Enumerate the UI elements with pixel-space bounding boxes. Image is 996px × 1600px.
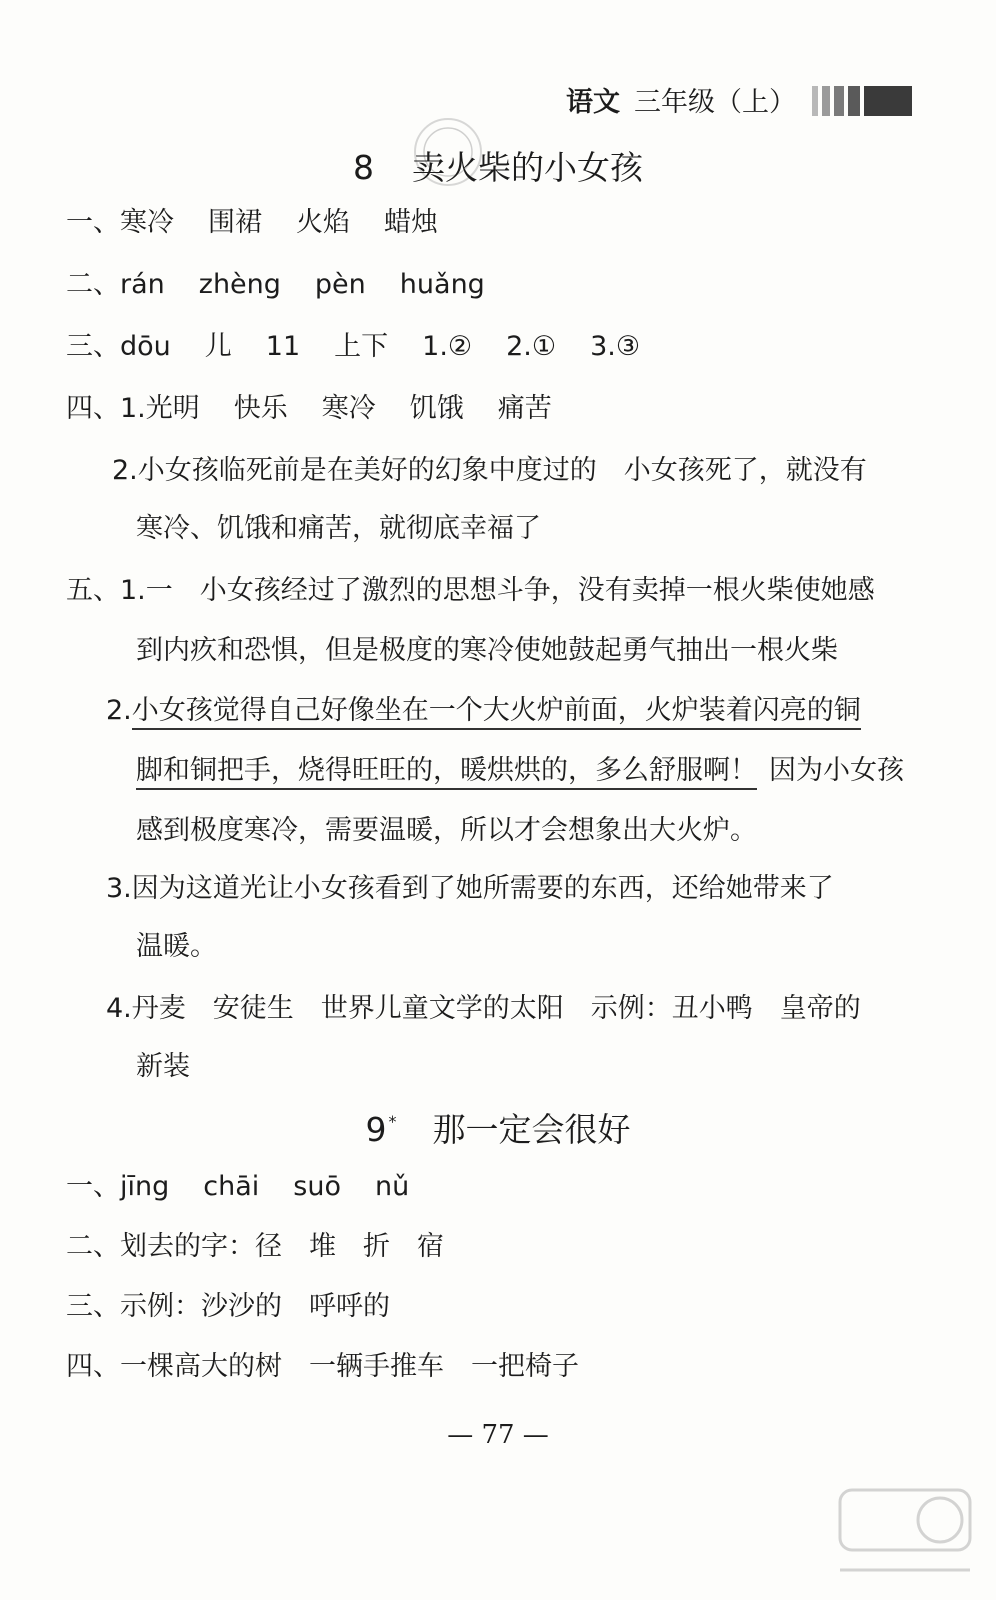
l8-q2 xyxy=(66,262,485,301)
l8-q4-label: 四、 xyxy=(66,393,120,424)
l9-q4 xyxy=(66,1344,579,1383)
l9-q2-label: 二、 xyxy=(66,1231,120,1262)
page-header xyxy=(0,78,996,118)
l8-q4-item: 痛苦 xyxy=(497,393,552,424)
lesson9-star: * xyxy=(388,1112,397,1131)
l8-q5-p4-line1: 4.丹麦 安徒生 世界儿童文学的太阳 示例：丑小鸭 皇帝的 xyxy=(106,993,861,1024)
lesson9-title-text: 那一定会很好 xyxy=(432,1110,631,1149)
lesson8-title xyxy=(0,142,996,189)
l8-q5-p2-line1 xyxy=(106,688,861,727)
l8-q2-item: zhèng xyxy=(198,269,281,300)
l9-q1-item: jīng xyxy=(120,1171,170,1202)
l8-q5-p2-underlined: 小女孩觉得自己好像坐在一个大火炉前面，火炉装着闪亮的铜 xyxy=(132,695,861,730)
lesson8-number: 8 xyxy=(353,148,374,187)
l8-q4-p2-line1: 2.小女孩临死前是在美好的幻象中度过的 小女孩死了，就没有 xyxy=(112,455,867,486)
l8-q3-item: 上下 xyxy=(334,331,389,362)
l8-q1-item: 寒冷 xyxy=(120,207,174,238)
l8-q4-item: 快乐 xyxy=(233,393,288,424)
l8-q4-line1 xyxy=(66,386,552,425)
l8-q5-p2-num: 2. xyxy=(106,695,132,726)
l8-q3-item: 2.① xyxy=(506,331,557,362)
l9-q2 xyxy=(66,1224,444,1263)
lesson9-title xyxy=(0,1104,996,1151)
l8-q5-label: 五、 xyxy=(66,575,120,606)
l8-q5-p1-line1 xyxy=(66,568,875,607)
l9-q1-label: 一、 xyxy=(66,1171,120,1202)
lesson9-number: 9 xyxy=(365,1110,387,1149)
l9-q1-item: suō xyxy=(293,1171,341,1202)
l8-q5-p2-line2 xyxy=(136,748,904,787)
l8-q5-p3-line2: 温暖。 xyxy=(136,931,217,962)
l8-q4-item: 寒冷 xyxy=(321,393,376,424)
l8-q2-item: huǎng xyxy=(399,269,485,300)
l9-q1 xyxy=(66,1164,409,1203)
l9-q4-text: 一棵高大的树 一辆手推车 一把椅子 xyxy=(120,1351,579,1382)
header-subject: 语文 xyxy=(566,87,620,118)
l8-q4-item: 1.光明 xyxy=(120,393,200,424)
l8-q1-item: 围裙 xyxy=(208,207,262,238)
l8-q2-item: pèn xyxy=(314,269,366,300)
l9-q3-label: 三、 xyxy=(66,1291,120,1322)
l8-q5-p1-line2: 到内疚和恐惧，但是极度的寒冷使她鼓起勇气抽出一根火柴 xyxy=(136,635,838,666)
l8-q5-p2-line3: 感到极度寒冷，需要温暖，所以才会想象出大火炉。 xyxy=(136,815,757,846)
l8-q1-item: 蜡烛 xyxy=(384,207,438,238)
l9-q1-item: nǔ xyxy=(374,1171,410,1202)
l9-q1-item: chāi xyxy=(203,1171,260,1202)
l8-q2-item: rán xyxy=(120,269,165,300)
l9-q3 xyxy=(66,1284,390,1323)
l8-q4-p2-line2: 寒冷、饥饿和痛苦，就彻底幸福了 xyxy=(136,513,541,544)
lesson8-title-text: 卖火柴的小女孩 xyxy=(412,148,643,187)
l8-q5-p3-line1: 3.因为这道光让小女孩看到了她所需要的东西，还给她带来了 xyxy=(106,873,834,904)
page-number: — 77 — xyxy=(447,1420,549,1450)
l8-q3-item: 3.③ xyxy=(590,331,641,362)
l8-q5-p2-underlined: 脚和铜把手，烧得旺旺的，暖烘烘的，多么舒服啊！ xyxy=(136,755,757,790)
l9-q3-text: 示例：沙沙的 呼呼的 xyxy=(120,1291,390,1322)
l8-q3-item: 儿 xyxy=(204,331,232,362)
l8-q3 xyxy=(66,324,640,363)
l8-q3-item: 1.② xyxy=(422,331,473,362)
l8-q4-item: 饥饿 xyxy=(409,393,464,424)
header-grade: 三年级（上） xyxy=(634,87,796,118)
watermark-logo-icon xyxy=(830,1470,980,1590)
l8-q1-item: 火焰 xyxy=(296,207,350,238)
l8-q1-label: 一、 xyxy=(66,207,120,238)
l8-q5-p2-text: 因为小女孩 xyxy=(769,755,904,786)
l9-q2-text: 划去的字：径 堆 折 宿 xyxy=(120,1231,444,1262)
l8-q5-p4-line2: 新装 xyxy=(136,1051,190,1082)
l8-q3-item: 11 xyxy=(265,331,301,362)
l8-q3-label: 三、 xyxy=(66,331,120,362)
l8-q5-p1-text: 1.一 小女孩经过了激烈的思想斗争，没有卖掉一根火柴使她感 xyxy=(120,575,875,606)
l8-q3-item: dōu xyxy=(120,331,171,362)
l8-q1 xyxy=(66,200,438,239)
l8-q2-label: 二、 xyxy=(66,269,120,300)
l9-q4-label: 四、 xyxy=(66,1351,120,1382)
